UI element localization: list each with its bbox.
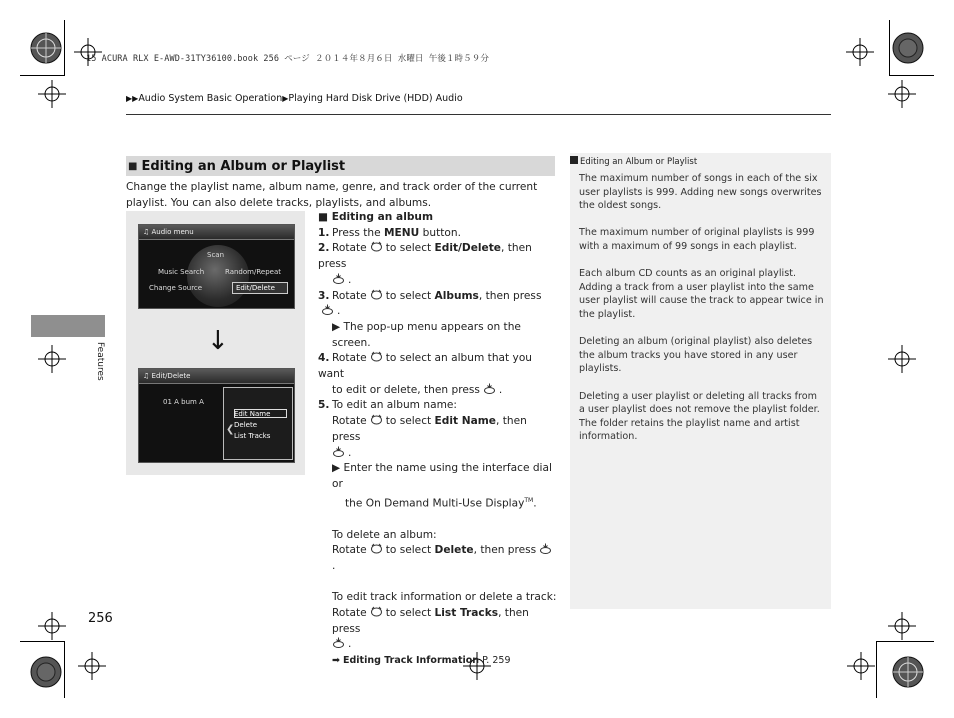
crosshair-mark-bottom-right — [847, 652, 875, 680]
crop-line — [876, 641, 934, 642]
rotate-dial-icon — [370, 351, 383, 362]
track-rotate: Rotate to select List Tracks, then press — [332, 607, 529, 635]
crosshair-mark-right-bottom — [888, 612, 916, 640]
note-title: Editing an Album or Playlist — [570, 156, 697, 167]
section-intro: Change the playlist name, album name, genre, and track order of the current playlist. You can also delete tracks, playlists, and albums. — [126, 181, 538, 209]
step-2-cont: . — [318, 273, 558, 289]
breadcrumb-arrow-icon: ▶▶ — [126, 94, 139, 103]
section-title: Editing an Album or Playlist — [141, 158, 346, 174]
step-1: 1. Press the MENU button. — [318, 226, 461, 239]
crosshair-mark-bottom-left — [78, 652, 106, 680]
album-row: 01 A bum A — [163, 398, 204, 406]
press-dial-icon — [483, 383, 496, 394]
music-note-icon: ♫ — [143, 372, 152, 380]
rotate-dial-icon — [370, 289, 383, 300]
delete-rotate: Rotate to select Delete, then press. — [318, 543, 558, 574]
crop-line — [64, 20, 65, 75]
link-arrow-icon: ➡ — [332, 655, 343, 667]
menu-item-music-search: Music Search — [158, 268, 205, 276]
step-5-press: . — [318, 446, 558, 462]
crosshair-mark-left-bottom — [38, 612, 66, 640]
rotate-dial-icon — [370, 606, 383, 617]
crop-line — [20, 641, 65, 642]
square-bullet-icon: ■ — [128, 160, 138, 172]
page-number: 256 — [88, 611, 113, 626]
crosshair-mark-left-top — [38, 80, 66, 108]
menu-item-random-repeat: Random/Repeat — [225, 268, 281, 276]
press-dial-icon — [321, 304, 334, 315]
chapter-label: Features — [95, 342, 105, 381]
crop-line — [876, 641, 877, 698]
step-5-note: ▶ Enter the name using the interface dial or — [332, 462, 552, 490]
note-paragraph: The maximum number of original playlists is 999 with a maximum of 99 songs in each playlist. — [579, 227, 815, 252]
step-5-rotate: Rotate to select Edit Name, then press — [332, 415, 527, 443]
breadcrumb — [126, 93, 463, 104]
crosshair-mark-right-middle — [888, 345, 916, 373]
track-intro: To edit track information or delete a track: — [332, 591, 557, 604]
crosshair-mark-top-right — [846, 38, 874, 66]
breadcrumb-arrow-icon: ▶ — [282, 94, 289, 103]
registration-mark-top-right — [890, 30, 926, 66]
crop-line — [20, 75, 65, 76]
registration-mark-bottom-right — [890, 654, 926, 690]
registration-mark-top-left — [28, 30, 64, 66]
track-press: . — [318, 637, 558, 653]
audio-menu-screen — [138, 224, 295, 309]
rotate-dial-icon — [370, 543, 383, 554]
rotate-dial-icon — [370, 414, 383, 425]
press-dial-icon — [539, 543, 552, 554]
note-paragraph: The maximum number of songs in each of the six user playlists is 999. Adding new songs overwrites the oldest songs. — [579, 173, 822, 212]
crop-line — [889, 75, 934, 76]
steps-subheading: ■ Editing an album — [318, 211, 433, 223]
press-dial-icon — [332, 446, 345, 457]
crop-line — [889, 20, 890, 75]
step-2: 2. Rotate to select Edit/Delete, then press — [318, 242, 532, 271]
section-heading — [126, 156, 555, 176]
popup-item-list-tracks: List Tracks — [234, 432, 271, 440]
crosshair-mark-left-middle — [38, 345, 66, 373]
edit-delete-screen — [138, 368, 295, 463]
screen-title: ♫ Audio menu — [139, 225, 294, 240]
breadcrumb-item: Audio System Basic Operation — [138, 93, 283, 104]
arrow-right-icon: ▶ — [332, 462, 344, 475]
press-dial-icon — [332, 637, 345, 648]
note-paragraph: Deleting an album (original playlist) also deletes the album tracks you have stored in any user playlists. — [579, 336, 813, 375]
menu-item-edit-delete: Edit/Delete — [232, 282, 288, 294]
print-header: 15 ACURA RLX E-AWD-31TY36100.book 256 ページ ２０１４年８月６日 水曜日 午後１時５９分 — [86, 54, 489, 64]
popup-item-delete: Delete — [234, 421, 257, 429]
chevron-left-icon: ❮ — [226, 424, 235, 435]
steps-block — [318, 210, 558, 669]
menu-item-scan: Scan — [207, 251, 225, 259]
step-5-note-cont: the On Demand Multi-Use Display™. — [345, 496, 537, 510]
arrow-right-icon: ▶ — [332, 320, 344, 333]
screen-title: ♫ Edit/Delete — [139, 369, 294, 384]
note-paragraph: Deleting a user playlist or deleting all tracks from a user playlist does not remove the playlist folder. — [579, 390, 820, 416]
chapter-tab — [31, 315, 105, 337]
note-paragraph: The folder retains the playlist name and artist information. — [579, 417, 800, 443]
note-paragraph: Each album CD counts as an original playlist. Adding a track from a user playlist into the same user playlist will cause the track to appear twice in the playlist. — [579, 268, 824, 320]
rotate-dial-icon — [370, 241, 383, 252]
registration-mark-bottom-left — [28, 654, 64, 690]
cross-reference-link[interactable]: ➡ Editing Track Information P. 259 — [332, 655, 511, 667]
square-bullet-icon: ■ — [318, 211, 332, 223]
header-rule — [126, 114, 831, 115]
crosshair-mark-right-top — [888, 80, 916, 108]
step-3-note: ▶ The pop-up menu appears on the screen. — [332, 320, 521, 349]
popup-menu — [223, 387, 293, 460]
step-5: 5. To edit an album name: — [318, 399, 457, 412]
breadcrumb-item: Playing Hard Disk Drive (HDD) Audio — [288, 93, 463, 104]
note-body — [579, 172, 825, 457]
crop-line — [64, 641, 65, 698]
step-4-cont: to edit or delete, then press . — [332, 383, 503, 396]
delete-intro: To delete an album: — [332, 528, 437, 541]
menu-item-change-source: Change Source — [149, 284, 203, 292]
popup-item-edit-name: Edit Name — [234, 410, 271, 418]
step-3: 3. Rotate to select Albums, then press. — [318, 289, 542, 318]
note-marker-icon — [570, 156, 578, 164]
press-dial-icon — [332, 273, 345, 284]
arrow-down-icon: ↓ — [207, 326, 229, 356]
music-note-icon: ♫ — [143, 228, 152, 236]
step-4: 4. Rotate to select an album that you want — [318, 352, 533, 381]
